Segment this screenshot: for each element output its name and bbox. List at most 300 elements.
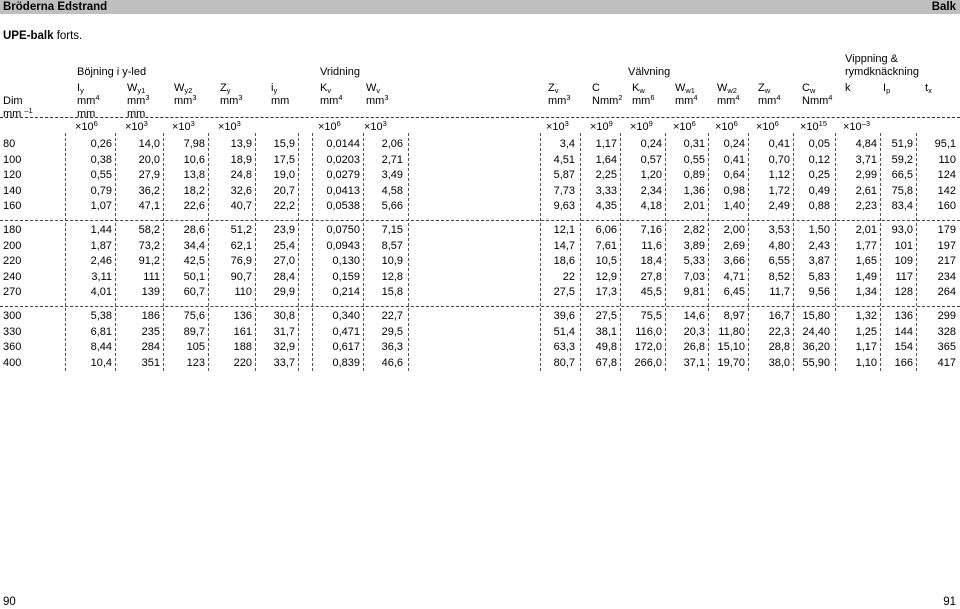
col-header-Wv-symbol bbox=[366, 82, 380, 94]
col-Zv-sub: v bbox=[554, 86, 559, 95]
table-cell-Zv: 3,4 bbox=[559, 138, 575, 150]
table-cell-Zy: 40,7 bbox=[230, 200, 252, 213]
table-cell-Ww2: 1,40 bbox=[723, 200, 745, 213]
table-cell-dim: 120 bbox=[3, 169, 22, 182]
table-cell-Iy: 0,38 bbox=[90, 153, 112, 166]
col-Kv-scale-text: ×10 bbox=[318, 121, 337, 133]
col-Kv-unit-text: mm bbox=[320, 95, 339, 107]
table-cell-Kv: 0,159 bbox=[332, 270, 360, 283]
table-cell-Zw: 28,8 bbox=[768, 341, 790, 354]
table-cell-Wy1: 73,2 bbox=[138, 239, 160, 252]
table-cell-Wy2: 89,7 bbox=[183, 325, 205, 338]
table-cell-k: 1,25 bbox=[855, 325, 877, 338]
table-cell-Zy: 51,2 bbox=[230, 224, 252, 236]
table-cell-Cw: 2,43 bbox=[808, 239, 830, 252]
table-cell-Ww2: 0,24 bbox=[723, 138, 745, 150]
col-Zw-unit-exp: 4 bbox=[776, 93, 781, 102]
table-cell-Iy: 2,46 bbox=[90, 255, 112, 268]
table-cell-Iy: 8,44 bbox=[90, 341, 112, 354]
table-cell-Wy2: 34,4 bbox=[183, 239, 205, 252]
col-Kw-sub: w bbox=[639, 86, 645, 95]
table-cell-Wv: 2,71 bbox=[381, 153, 403, 166]
col-Ww1-sym: W bbox=[675, 82, 686, 94]
table-cell-dim: 400 bbox=[3, 356, 22, 369]
col-header-Kw-unit bbox=[632, 95, 655, 107]
table-cell-Wy1: 47,1 bbox=[138, 200, 160, 213]
table-cell-Zw: 8,52 bbox=[768, 270, 790, 283]
table-cell-Zw: 11,7 bbox=[769, 286, 790, 299]
table-cell-Ip: 128 bbox=[894, 286, 913, 299]
table-cell-Wy2: 105 bbox=[186, 341, 205, 354]
col-C-unit-exp: 2 bbox=[618, 93, 623, 102]
table-cell-Ww2: 15,10 bbox=[717, 341, 745, 354]
table-cell-tx: 217 bbox=[937, 255, 956, 268]
table-cell-Kw: 4,18 bbox=[640, 200, 662, 213]
col-Ww1-scale-exp: 6 bbox=[691, 119, 696, 128]
column-divider bbox=[115, 133, 116, 371]
table-cell-Wv: 29,5 bbox=[381, 325, 403, 338]
table-cell-Wv: 5,66 bbox=[381, 200, 403, 213]
table-cell-Ww1: 0,89 bbox=[683, 169, 705, 182]
col-C-unit-text: Nmm bbox=[592, 95, 619, 107]
table-cell-k: 1,65 bbox=[855, 255, 877, 268]
col-Ww2-scale-exp: 6 bbox=[733, 119, 738, 128]
table-cell-Kv: 0,0413 bbox=[326, 184, 360, 197]
col-Wv-scale-exp: 3 bbox=[382, 119, 387, 128]
col-Zv-sym: Z bbox=[548, 82, 555, 94]
col-Zw-unit-text: mm bbox=[758, 95, 777, 107]
col-Ip-sym: I bbox=[883, 82, 887, 94]
table-cell-Zv: 4,51 bbox=[553, 153, 575, 166]
col-Cw-unit-text: Nmm bbox=[802, 95, 829, 107]
table-cell-tx: 264 bbox=[937, 286, 956, 299]
col-Ww2-unit-exp: 4 bbox=[735, 93, 740, 102]
table-cell-Kv: 0,340 bbox=[332, 310, 360, 322]
table-cell-iy: 33,7 bbox=[273, 356, 295, 369]
table-cell-Ip: 66,5 bbox=[891, 169, 913, 182]
table-cell-Wy2: 60,7 bbox=[183, 286, 205, 299]
col-Ww1-unit-text: mm bbox=[675, 95, 694, 107]
col-Wy2-scale-text: ×10 bbox=[172, 121, 191, 133]
column-divider bbox=[255, 133, 256, 371]
table-cell-Ip: 59,2 bbox=[891, 153, 913, 166]
table-cell-Wy1: 14,0 bbox=[138, 138, 160, 150]
col-header-Zy-symbol bbox=[220, 82, 230, 94]
table-cell-tx: 365 bbox=[937, 341, 956, 354]
col-iy-sym: i bbox=[271, 82, 274, 94]
table-cell-Ip: 117 bbox=[895, 270, 913, 283]
table-cell-Kv: 0,0943 bbox=[326, 239, 360, 252]
table-cell-Zv: 27,5 bbox=[553, 286, 575, 299]
group-buckling-line2: rymdknäckning bbox=[845, 66, 919, 78]
col-header-dim-name: Dim bbox=[3, 95, 23, 107]
table-cell-dim: 300 bbox=[3, 310, 22, 322]
column-divider bbox=[163, 133, 164, 371]
table-cell-k: 1,10 bbox=[855, 356, 877, 369]
col-header-Kv-scale bbox=[318, 121, 341, 133]
table-cell-Ip: 136 bbox=[894, 310, 913, 322]
header-bar bbox=[0, 0, 960, 14]
table-cell-C: 1,17 bbox=[595, 138, 617, 150]
table-cell-Wy1: 351 bbox=[141, 356, 160, 369]
table-cell-Wy2: 7,98 bbox=[183, 138, 205, 150]
table-cell-tx: 95,1 bbox=[934, 138, 956, 150]
col-Kw-unit-text: mm bbox=[632, 95, 651, 107]
table-cell-Wv: 15,8 bbox=[381, 286, 403, 299]
col-header-Cw-symbol bbox=[802, 82, 815, 94]
table-cell-Zy: 136 bbox=[233, 310, 252, 322]
col-Wv-scale-text: ×10 bbox=[364, 121, 383, 133]
table-cell-Ip: 75,8 bbox=[891, 184, 913, 197]
table-cell-iy: 23,9 bbox=[273, 224, 295, 236]
table-cell-dim: 80 bbox=[3, 138, 16, 150]
table-cell-Zv: 5,87 bbox=[553, 169, 575, 182]
table-cell-Wy2: 42,5 bbox=[183, 255, 205, 268]
table-cell-Ww2: 0,98 bbox=[723, 184, 745, 197]
section-title-suffix: forts. bbox=[53, 30, 83, 42]
table-cell-Iy: 1,07 bbox=[90, 200, 112, 213]
col-header-iy-symbol bbox=[271, 82, 277, 94]
table-cell-Zv: 80,7 bbox=[553, 356, 575, 369]
col-Zw-sym: Z bbox=[758, 82, 765, 94]
table-cell-Iy: 4,01 bbox=[90, 286, 112, 299]
table-cell-tx: 234 bbox=[937, 270, 956, 283]
table-cell-Wy1: 27,9 bbox=[138, 169, 160, 182]
col-Wy1-unit-exp: 3 bbox=[145, 93, 150, 102]
col-Zy-sym: Z bbox=[220, 82, 227, 94]
table-cell-Kw: 1,20 bbox=[640, 169, 662, 182]
table-cell-Zw: 6,55 bbox=[768, 255, 790, 268]
col-iy-sub: y bbox=[273, 86, 278, 95]
table-cell-tx: 328 bbox=[937, 325, 956, 338]
table-cell-Wv: 2,06 bbox=[381, 138, 403, 150]
table-cell-Ww1: 26,8 bbox=[683, 341, 705, 354]
col-C-sym: C bbox=[592, 82, 600, 94]
table-cell-tx: 160 bbox=[937, 200, 956, 213]
section-title-main: UPE-balk bbox=[3, 30, 54, 42]
table-cell-dim: 240 bbox=[3, 270, 22, 283]
column-divider bbox=[298, 133, 299, 371]
col-header-Wy1-symbol bbox=[127, 82, 145, 94]
column-divider bbox=[580, 133, 581, 371]
col-Wv-unit-exp: 3 bbox=[384, 93, 389, 102]
table-cell-Iy: 1,44 bbox=[90, 224, 112, 236]
table-cell-Kw: 0,24 bbox=[640, 138, 662, 150]
table-cell-Zv: 39,6 bbox=[553, 310, 575, 322]
table-cell-Kv: 0,214 bbox=[332, 286, 360, 299]
table-cell-Ww2: 2,69 bbox=[723, 239, 745, 252]
col-Wy1-unit-text: mm bbox=[127, 95, 146, 107]
col-Cw-sym: C bbox=[802, 82, 810, 94]
table-cell-Iy: 5,38 bbox=[90, 310, 112, 322]
column-divider bbox=[312, 133, 313, 371]
table-cell-Wv: 46,6 bbox=[381, 356, 403, 369]
col-Ip-sub: p bbox=[886, 86, 891, 95]
table-cell-Ww2: 8,97 bbox=[723, 310, 745, 322]
table-cell-Kw: 7,16 bbox=[640, 224, 662, 236]
col-Zy-unit-text: mm bbox=[220, 95, 239, 107]
table-cell-Zw: 22,3 bbox=[768, 325, 790, 338]
table-cell-Ip: 51,9 bbox=[891, 138, 913, 150]
table-cell-Ip: 101 bbox=[894, 239, 913, 252]
col-Zv-unit-exp: 3 bbox=[566, 93, 571, 102]
table-cell-Ww1: 37,1 bbox=[683, 356, 705, 369]
table-cell-iy: 19,0 bbox=[273, 169, 295, 182]
col-Zv-scale-text: ×10 bbox=[546, 121, 565, 133]
table-cell-Wv: 7,15 bbox=[381, 224, 403, 236]
table-cell-Zy: 32,6 bbox=[230, 184, 252, 197]
table-cell-Kw: 18,4 bbox=[640, 255, 662, 268]
table-cell-Ww1: 3,89 bbox=[683, 239, 705, 252]
column-divider bbox=[408, 133, 409, 371]
col-Cw-scale-text: ×10 bbox=[800, 121, 819, 133]
header-divider bbox=[0, 117, 960, 118]
table-cell-Kw: 11,6 bbox=[641, 239, 662, 252]
column-divider bbox=[835, 133, 836, 371]
table-cell-k: 1,17 bbox=[855, 341, 877, 354]
table-cell-Ip: 166 bbox=[894, 356, 913, 369]
table-cell-C: 38,1 bbox=[595, 325, 617, 338]
col-Ww1-scale-text: ×10 bbox=[673, 121, 692, 133]
table-cell-Zw: 16,7 bbox=[768, 310, 790, 322]
table-cell-Zv: 9,63 bbox=[553, 200, 575, 213]
table-cell-dim: 180 bbox=[3, 224, 22, 236]
col-iy-unit-text: mm bbox=[271, 95, 290, 107]
table-cell-Kv: 0,471 bbox=[332, 325, 360, 338]
col-Ww2-unit-text: mm bbox=[717, 95, 736, 107]
table-cell-Cw: 0,25 bbox=[808, 169, 830, 182]
col-C-scale-exp: 9 bbox=[608, 119, 613, 128]
table-cell-Zy: 188 bbox=[233, 341, 252, 354]
table-cell-Wy2: 28,6 bbox=[183, 224, 205, 236]
table-cell-Ww1: 2,82 bbox=[683, 224, 705, 236]
table-cell-iy: 20,7 bbox=[273, 184, 295, 197]
col-Kv-sym: K bbox=[320, 82, 328, 94]
table-cell-iy: 15,9 bbox=[273, 138, 295, 150]
table-cell-Wy2: 18,2 bbox=[183, 184, 205, 197]
col-header-C-symbol bbox=[592, 82, 600, 94]
table-cell-tx: 124 bbox=[937, 169, 956, 182]
col-header-Wv-scale bbox=[364, 121, 387, 133]
table-cell-Kw: 45,5 bbox=[640, 286, 662, 299]
col-header-Wy2-symbol bbox=[174, 82, 192, 94]
table-cell-dim: 100 bbox=[3, 153, 22, 166]
col-header-Iy-unit bbox=[77, 95, 100, 107]
col-Iy-unit-text: mm bbox=[77, 95, 96, 107]
col-header-k-symbol bbox=[845, 82, 851, 94]
col-header-Kv-symbol bbox=[320, 82, 331, 94]
col-header-Cw-scale bbox=[800, 121, 827, 133]
table-cell-tx: 197 bbox=[937, 239, 956, 252]
col-header-Zy-unit bbox=[220, 95, 243, 107]
table-cell-C: 1,64 bbox=[595, 153, 617, 166]
table-cell-Kv: 0,0144 bbox=[326, 138, 360, 150]
table-cell-Wy1: 111 bbox=[143, 270, 160, 283]
table-cell-C: 17,3 bbox=[595, 286, 617, 299]
dim-unit-exp: –1 bbox=[24, 106, 33, 115]
table-cell-Zw: 1,72 bbox=[768, 184, 790, 197]
table-cell-Cw: 3,87 bbox=[808, 255, 830, 268]
col-header-Wy1-scale bbox=[125, 121, 148, 133]
table-cell-C: 12,9 bbox=[595, 270, 617, 283]
table-cell-Kw: 0,57 bbox=[640, 153, 662, 166]
col-header-Ww1-unit bbox=[675, 95, 698, 107]
table-cell-Zy: 76,9 bbox=[230, 255, 252, 268]
table-cell-Ww2: 19,70 bbox=[717, 356, 745, 369]
table-cell-Wv: 10,9 bbox=[381, 255, 403, 268]
page-number-right: 91 bbox=[943, 596, 956, 608]
table-cell-Wy2: 75,6 bbox=[183, 310, 205, 322]
table-cell-Wy1: 58,2 bbox=[138, 224, 160, 236]
col-tx-sym: t bbox=[925, 82, 929, 94]
col-header-Zw-scale bbox=[756, 121, 779, 133]
col-Zv-unit-text: mm bbox=[548, 95, 567, 107]
table-cell-Zy: 90,7 bbox=[230, 270, 252, 283]
table-cell-C: 10,5 bbox=[595, 255, 617, 268]
table-cell-Cw: 1,50 bbox=[808, 224, 830, 236]
table-cell-Ww1: 1,36 bbox=[683, 184, 705, 197]
table-cell-Kv: 0,617 bbox=[332, 341, 360, 354]
col-header-Iy-extra: mm bbox=[77, 108, 96, 120]
table-cell-Kw: 75,5 bbox=[640, 310, 662, 322]
col-Wy1-sub: y1 bbox=[137, 86, 146, 95]
table-cell-Zv: 7,73 bbox=[553, 184, 575, 197]
table-cell-Wv: 22,7 bbox=[381, 310, 403, 322]
table-cell-Ww1: 7,03 bbox=[683, 270, 705, 283]
table-cell-C: 2,25 bbox=[595, 169, 617, 182]
col-Zw-scale-text: ×10 bbox=[756, 121, 775, 133]
table-cell-C: 49,8 bbox=[595, 341, 617, 354]
table-cell-dim: 330 bbox=[3, 325, 22, 338]
table-cell-iy: 31,7 bbox=[273, 325, 295, 338]
col-Iy-scale-exp: 6 bbox=[93, 119, 98, 128]
col-Kv-sub: v bbox=[327, 86, 332, 95]
column-divider bbox=[208, 133, 209, 371]
table-cell-Cw: 0,49 bbox=[808, 184, 830, 197]
col-Wy2-sym: W bbox=[174, 82, 185, 94]
table-cell-dim: 360 bbox=[3, 341, 22, 354]
table-cell-Wv: 8,57 bbox=[381, 239, 403, 252]
table-cell-Zy: 18,9 bbox=[230, 153, 252, 166]
col-Iy-sym: I bbox=[77, 82, 81, 94]
table-cell-Ww1: 5,33 bbox=[683, 255, 705, 268]
col-header-Ww2-unit bbox=[717, 95, 740, 107]
table-cell-Ip: 144 bbox=[894, 325, 913, 338]
col-header-Kv-unit bbox=[320, 95, 343, 107]
table-cell-iy: 22,2 bbox=[273, 200, 295, 213]
col-Ww1-sub: w1 bbox=[685, 86, 695, 95]
col-Ww2-sub: w2 bbox=[727, 86, 737, 95]
col-Cw-unit-exp: 4 bbox=[828, 93, 833, 102]
table-cell-Iy: 0,55 bbox=[90, 169, 112, 182]
table-cell-Zv: 18,6 bbox=[553, 255, 575, 268]
table-cell-Cw: 24,40 bbox=[802, 325, 830, 338]
col-Iy-unit-exp: 4 bbox=[95, 93, 100, 102]
table-cell-Cw: 0,88 bbox=[808, 200, 830, 213]
table-cell-iy: 25,4 bbox=[273, 239, 295, 252]
col-Zy-sub: y bbox=[226, 86, 231, 95]
col-Wv-sub: v bbox=[376, 86, 381, 95]
col-header-Zv-symbol bbox=[548, 82, 558, 94]
table-cell-Ip: 154 bbox=[894, 341, 913, 354]
table-cell-Kw: 27,8 bbox=[640, 270, 662, 283]
table-cell-Ww1: 2,01 bbox=[683, 200, 705, 213]
col-Kw-scale-text: ×10 bbox=[630, 121, 649, 133]
table-cell-dim: 220 bbox=[3, 255, 22, 268]
col-Zw-scale-exp: 6 bbox=[774, 119, 779, 128]
group-torsion: Vridning bbox=[320, 66, 360, 78]
col-Kv-scale-exp: 6 bbox=[336, 119, 341, 128]
col-Cw-scale-exp: 15 bbox=[818, 119, 828, 128]
table-cell-C: 6,06 bbox=[595, 224, 617, 236]
col-Wy2-scale-exp: 3 bbox=[190, 119, 195, 128]
section-title bbox=[3, 30, 82, 42]
table-cell-Zy: 161 bbox=[233, 325, 252, 338]
col-Iy-sub: y bbox=[80, 86, 84, 95]
table-cell-Kv: 0,0750 bbox=[326, 224, 360, 236]
col-Kv-unit-exp: 4 bbox=[338, 93, 343, 102]
table-cell-Kw: 2,34 bbox=[640, 184, 662, 197]
table-cell-Wy1: 186 bbox=[141, 310, 160, 322]
table-cell-iy: 17,5 bbox=[273, 153, 295, 166]
col-header-dim-unit bbox=[3, 108, 33, 120]
table-cell-Kv: 0,0279 bbox=[326, 169, 360, 182]
table-cell-Wy1: 36,2 bbox=[138, 184, 160, 197]
col-Wv-sym: W bbox=[366, 82, 377, 94]
table-cell-C: 4,35 bbox=[595, 200, 617, 213]
col-Kw-sym: K bbox=[632, 82, 640, 94]
table-cell-Cw: 0,12 bbox=[808, 153, 830, 166]
group-warping: Välvning bbox=[628, 66, 671, 78]
table-cell-Cw: 0,05 bbox=[808, 138, 830, 150]
col-header-Zy-scale bbox=[218, 121, 241, 133]
table-cell-Ww2: 6,45 bbox=[723, 286, 745, 299]
table-cell-Zw: 38,0 bbox=[768, 356, 790, 369]
table-cell-Ip: 83,4 bbox=[891, 200, 913, 213]
table-cell-Zv: 12,1 bbox=[553, 224, 575, 236]
table-cell-Wv: 3,49 bbox=[381, 169, 403, 182]
col-Zy-scale-exp: 3 bbox=[236, 119, 241, 128]
table-cell-Cw: 5,83 bbox=[808, 270, 830, 283]
col-C-scale-text: ×10 bbox=[590, 121, 609, 133]
table-cell-Wv: 12,8 bbox=[381, 270, 403, 283]
col-Iy-scale-text: ×10 bbox=[75, 121, 94, 133]
table-cell-tx: 299 bbox=[937, 310, 956, 322]
col-header-Ww1-symbol bbox=[675, 82, 695, 94]
table-cell-C: 3,33 bbox=[595, 184, 617, 197]
table-cell-Cw: 15,80 bbox=[802, 310, 830, 322]
col-header-Iy-scale bbox=[75, 121, 98, 133]
table-cell-Zw: 1,12 bbox=[768, 169, 790, 182]
table-cell-Ww2: 11,80 bbox=[718, 325, 745, 338]
table-cell-Ww2: 0,64 bbox=[723, 169, 745, 182]
group-bending: Böjning i y-led bbox=[77, 66, 147, 78]
table-cell-Cw: 9,56 bbox=[808, 286, 830, 299]
col-header-Wy1-extra: mm bbox=[127, 108, 146, 120]
group-divider bbox=[0, 220, 960, 221]
col-Ww2-scale-text: ×10 bbox=[715, 121, 734, 133]
col-k-sym: k bbox=[845, 82, 851, 94]
col-Ww1-unit-exp: 4 bbox=[693, 93, 698, 102]
column-divider bbox=[916, 133, 917, 371]
table-cell-Cw: 55,90 bbox=[802, 356, 830, 369]
table-cell-Zw: 2,49 bbox=[768, 200, 790, 213]
table-cell-Wy1: 20,0 bbox=[138, 153, 160, 166]
col-header-Wy2-unit bbox=[174, 95, 197, 107]
col-header-Wy1-unit bbox=[127, 95, 150, 107]
col-k-scale-text: ×10 bbox=[843, 121, 862, 133]
table-cell-Wy2: 22,6 bbox=[183, 200, 205, 213]
